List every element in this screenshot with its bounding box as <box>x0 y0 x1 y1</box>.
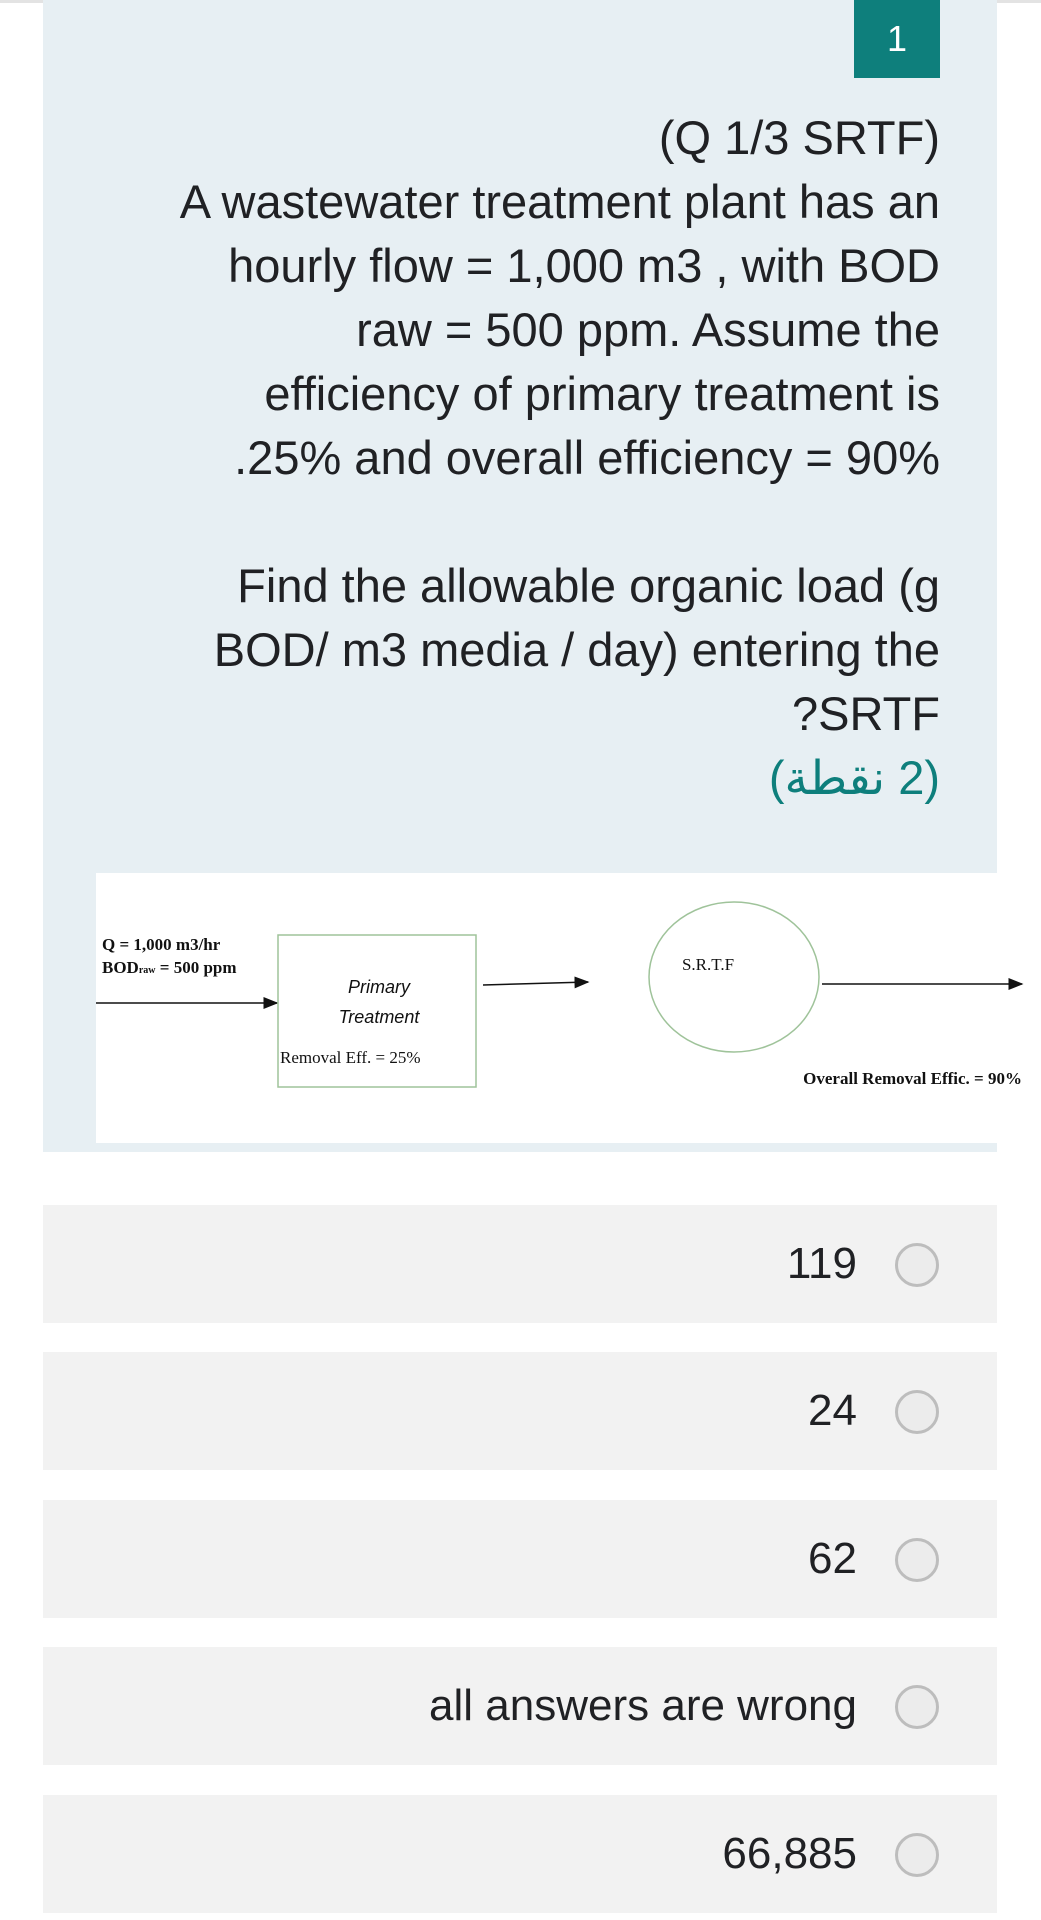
question-body-line: .25% and overall efficiency = 90% <box>234 431 940 484</box>
primary-to-srtf-arrow <box>483 982 588 985</box>
question-body-line: hourly flow = 1,000 m3 , with BOD <box>228 239 940 292</box>
question-prompt-line: BOD/ m3 media / day) entering the <box>213 623 940 676</box>
answer-option[interactable] <box>43 1205 997 1323</box>
question-body-line: A wastewater treatment plant has an <box>179 175 940 228</box>
process-diagram <box>96 873 1030 1143</box>
radio-button[interactable] <box>895 1243 939 1287</box>
answer-option[interactable] <box>43 1795 997 1913</box>
question-prompt-line: Find the allowable organic load (g <box>237 559 940 612</box>
radio-button[interactable] <box>895 1538 939 1582</box>
primary-treatment-label-line2: Treatment <box>338 1007 420 1027</box>
answer-option-label: all answers are wrong <box>429 1681 857 1730</box>
answer-option[interactable] <box>43 1352 997 1470</box>
srtf-circle <box>649 902 819 1052</box>
primary-treatment-label-line1: Primary <box>348 977 410 997</box>
paragraph-spacer <box>80 490 940 554</box>
flow-label: Q = 1,000 m3/hr <box>102 935 221 954</box>
process-diagram-image <box>96 873 1030 1143</box>
answer-option[interactable] <box>43 1647 997 1765</box>
srtf-label: S.R.T.F <box>681 955 735 974</box>
answer-option-label: 119 <box>786 1239 857 1288</box>
answer-option-label: 24 <box>808 1386 857 1435</box>
question-number-badge: 1 <box>854 0 940 78</box>
radio-button[interactable] <box>895 1685 939 1729</box>
radio-button[interactable] <box>895 1390 939 1434</box>
answer-option-label: 66,885 <box>722 1829 857 1878</box>
question-header: (Q 1/3 SRTF) <box>658 111 940 164</box>
question-body-line: raw = 500 ppm. Assume the <box>356 303 940 356</box>
bod-label: BODraw = 500 ppm <box>102 958 237 977</box>
question-points: (2 نقطة) <box>768 751 940 804</box>
removal-efficiency-label: Removal Eff. = 25% <box>280 1048 421 1067</box>
answer-option[interactable] <box>43 1500 997 1618</box>
question-card <box>43 0 1022 1152</box>
overall-efficiency-label: Overall Removal Effic. = 90% <box>803 1069 1022 1088</box>
question-text <box>80 106 940 810</box>
answer-option-label: 62 <box>808 1534 857 1583</box>
question-prompt-line: ?SRTF <box>792 687 940 740</box>
question-body-line: efficiency of primary treatment is <box>264 367 940 420</box>
radio-button[interactable] <box>895 1833 939 1877</box>
